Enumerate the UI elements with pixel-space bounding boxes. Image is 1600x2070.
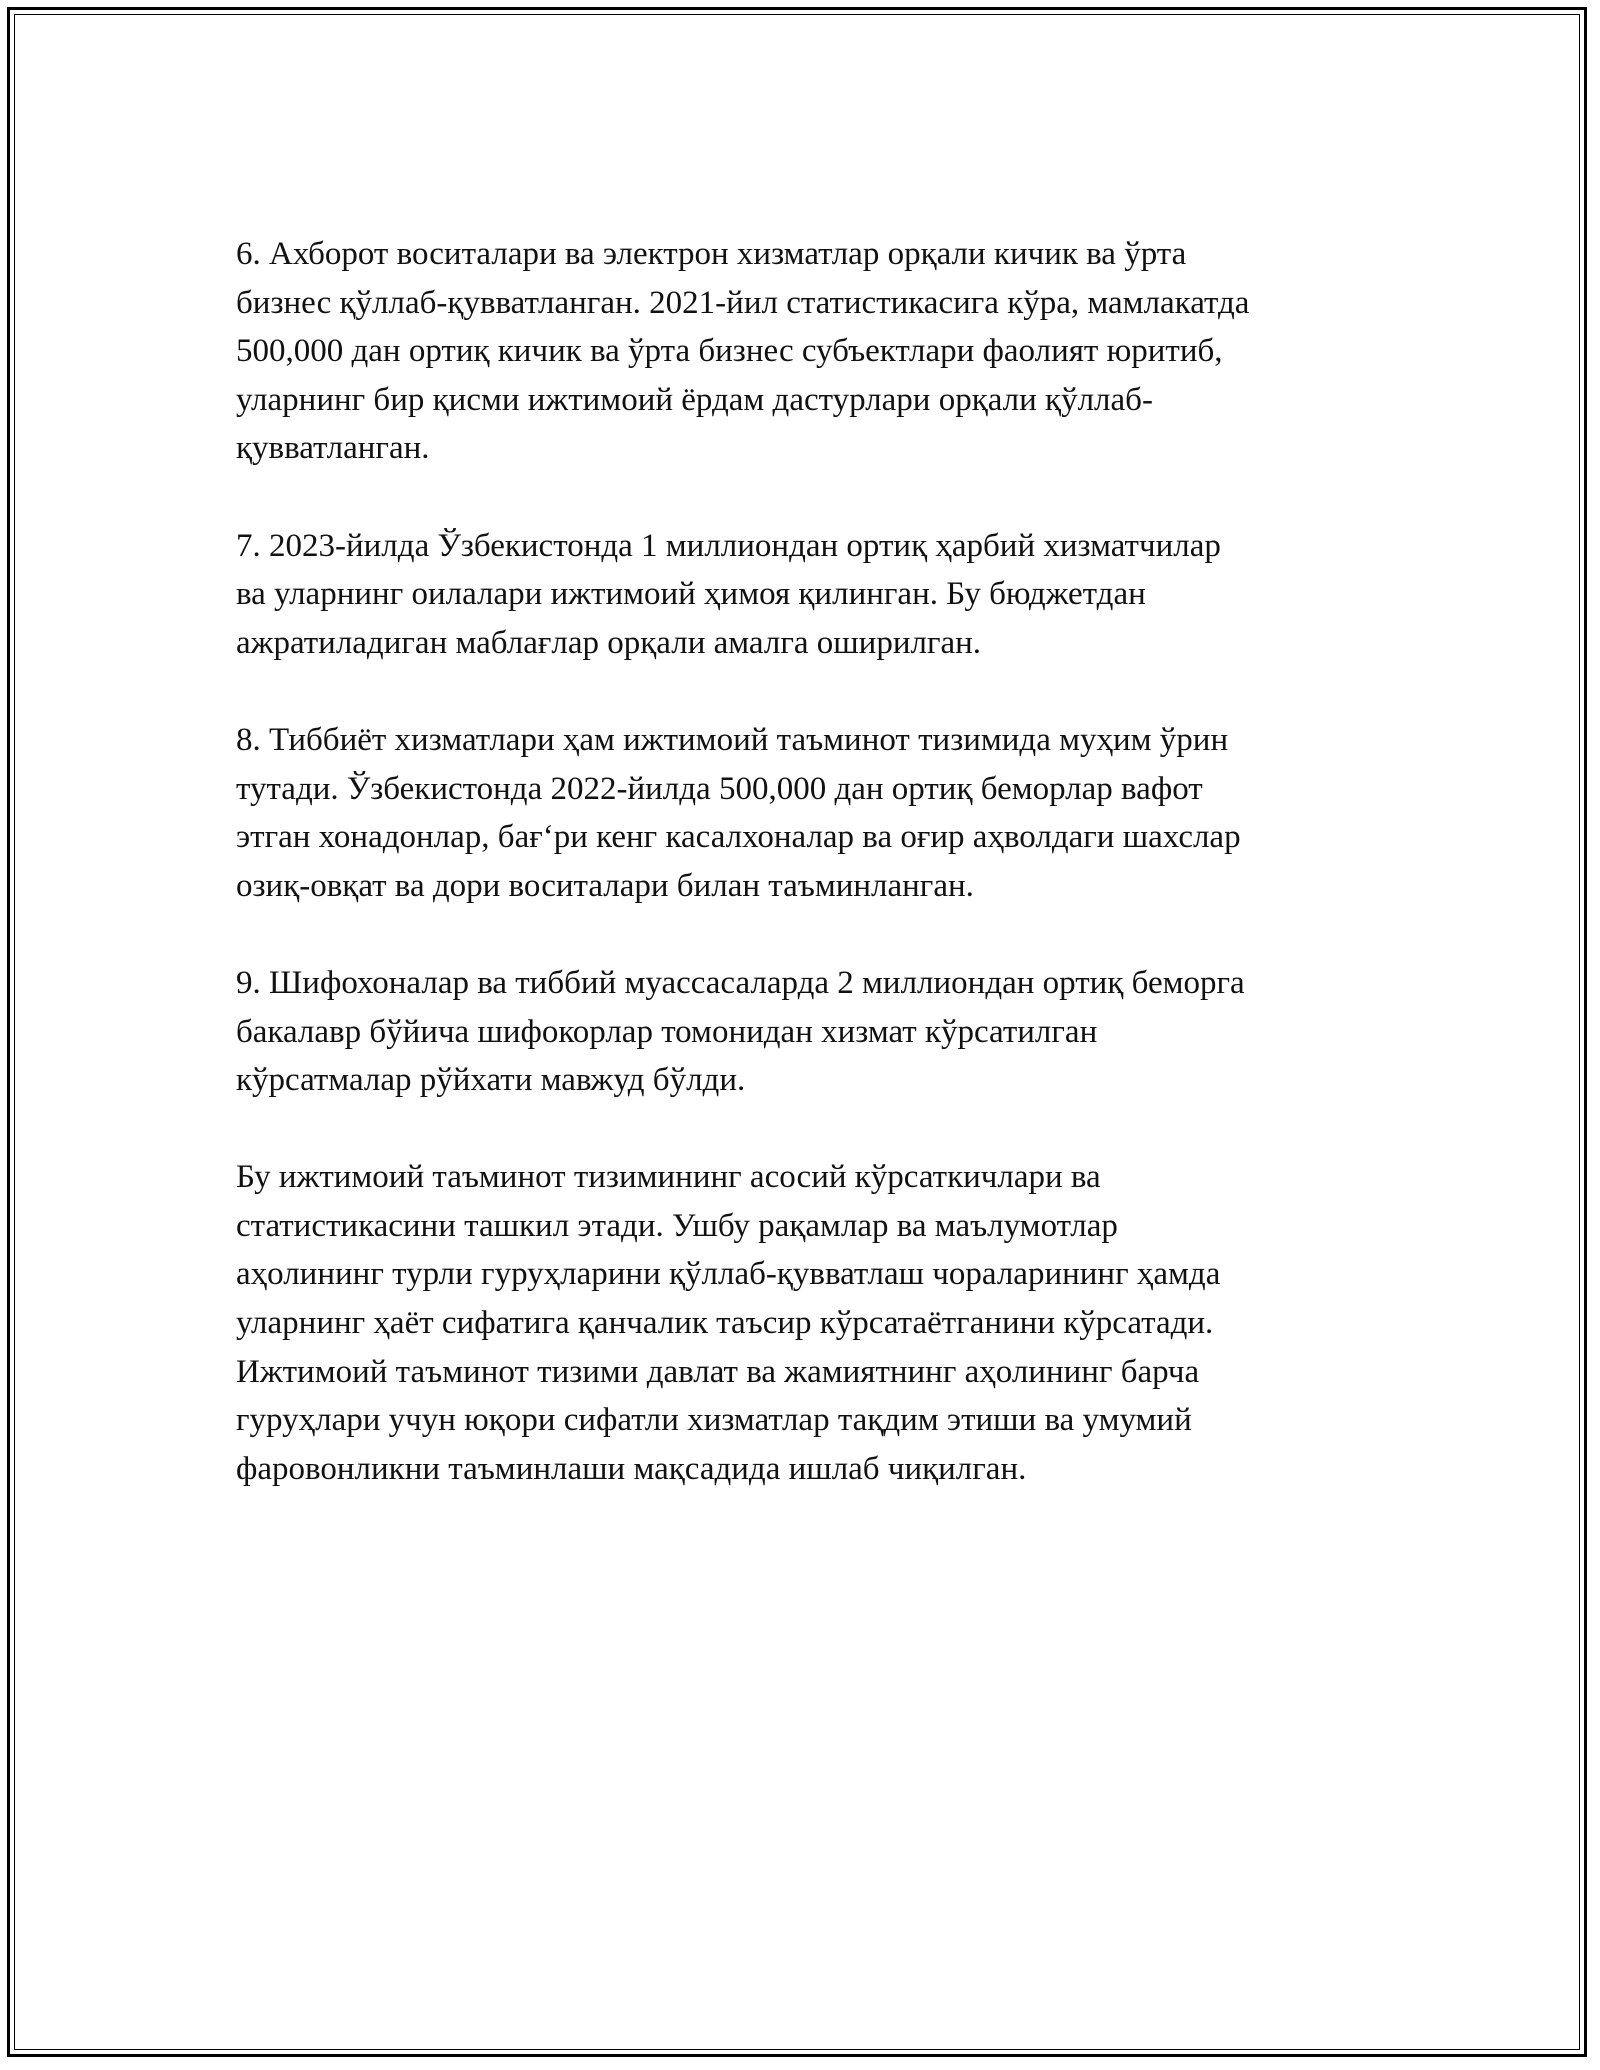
document-body [236, 230, 1376, 1542]
paragraph-item-6: 6. Ахборот воситалари ва электрон хизматлар орқали кичик ва ўрта бизнес қўллаб-қувватланган. 2021-йил статистикасига кўра, мамлакатда 500,000 дан ортиқ кичик ва ўрта бизнес субъектлари фаолият юритиб, уларнинг бир қисми ижтимоий ёрдам дастурлари орқали қўллаб- қувватланган. [236, 236, 1250, 467]
paragraph-item-7: 7. 2023-йилда Ўзбекистонда 1 миллиондан ортиқ ҳарбий хизматчилар ва уларнинг оилалари ижтимоий ҳимоя қилинган. Бу бюджетдан ажратиладиган маблағлар орқали амалга оширилган. [236, 527, 1221, 661]
paragraph-item-8: 8. Тиббиёт хизматлари ҳам ижтимоий таъминот тизимида муҳим ўрин тутади. Ўзбекистонда 2022-йилда 500,000 дан ортиқ беморлар вафот этган хонадонлар, бағʻри кенг касалхоналар ва оғир аҳволдаги шахслар озиқ-овқат ва дори воситалари билан таъминланган. [236, 721, 1241, 904]
paragraph-item-9: 9. Шифохоналар ва тиббий муассасаларда 2 миллиондан ортиқ беморга бакалавр бўйича шифокорлар томонидан хизмат кўрсатилган кўрсатмалар рўйхати мавжуд бўлди. [236, 964, 1245, 1099]
paragraph-summary: Бу ижтимоий таъминот тизимининг асосий кўрсаткичлари ва статистикасини ташкил этади. Ушбу рақамлар ва маълумотлар аҳолининг турли гуруҳларини қўллаб-қувватлаш чораларининг ҳамда уларнинг ҳаёт сифатига қанчалик таъсир кўрсатаётганини кўрсатади. Ижтимоий таъминот тизими давлат ва жамиятнинг аҳолининг барча гуруҳлари учун юқори сифатли хизматлар тақдим этиши ва умумий фаровонликни таъминлаши мақсадида ишлаб чиқилган. [236, 1159, 1221, 1487]
